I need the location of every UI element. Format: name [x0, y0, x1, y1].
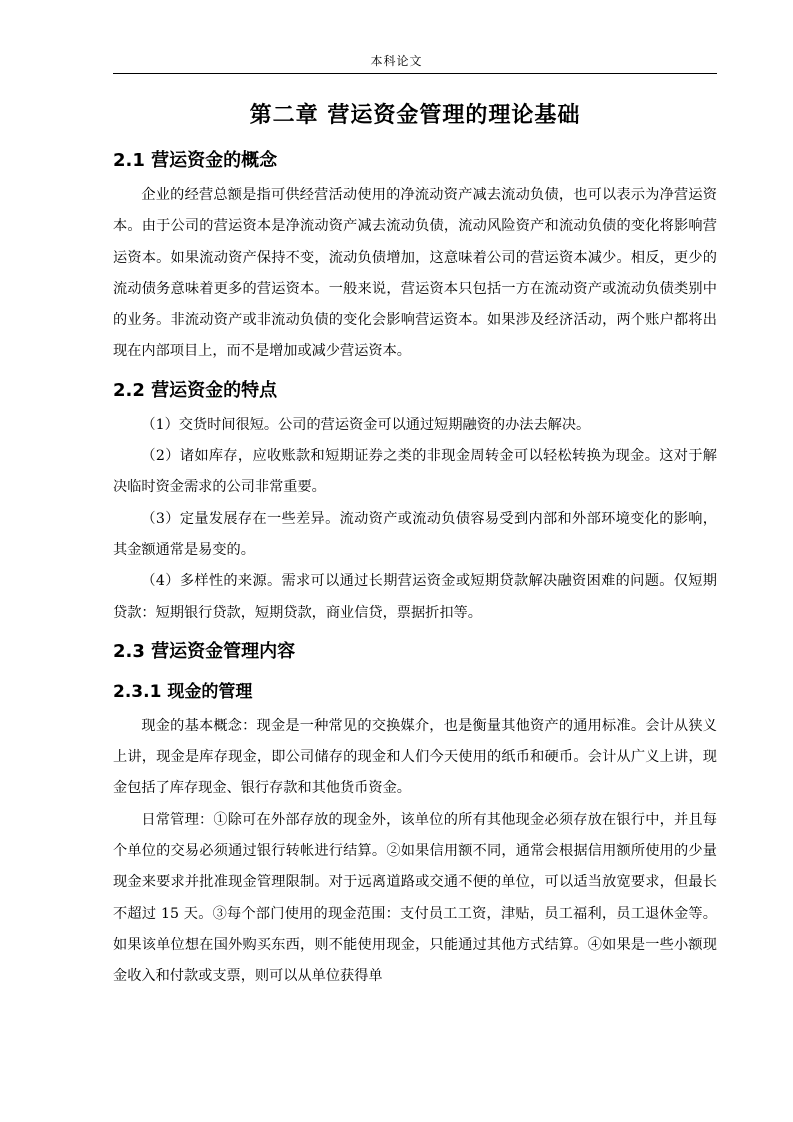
paragraph: 企业的经营总额是指可供经营活动使用的净流动资产减去流动负债，也可以表示为净营运资本。由于公司的营运资本是净流动资产减去流动负债，流动风险资产和流动负债的变化将影响营运资本。如果流动资产保持不变，流动负债增加，这意味着公司的营运资本减少。相反，更少的流动债务意味着更多的营运资本。一般来说，营运资本只包括一方在流动资产或流动负债类别中的业务。非流动资产或非流动负债的变化会影响营运资本。如果涉及经济活动，两个账户都将出现在内部项目上，而不是增加或减少营运资本。 [113, 187, 717, 360]
section-heading-2-1: 2.1 营运资金的概念 [113, 150, 278, 171]
document-body [113, 96, 717, 993]
paragraph: 现金的基本概念：现金是一种常见的交换媒介，也是衡量其他资产的通用标准。会计从狭义上讲，现金是库存现金，即公司储存的现金和人们今天使用的纸币和硬币。会计从广义上讲，现金包括了库存现金、银行存款和其他货币资金。 [113, 717, 717, 797]
page-header: 本科论文 [370, 54, 423, 68]
subsection-heading-2-3-1: 2.3.1 现金的管理 [113, 681, 253, 702]
section-heading-2-3: 2.3 营运资金管理内容 [113, 640, 296, 662]
header-divider [113, 73, 717, 74]
chapter-title: 第二章 营运资金管理的理论基础 [249, 103, 581, 128]
list-item: （3）定量发展存在一些差异。流动资产或流动负债容易受到内部和外部环境变化的影响，其金额通常是易变的。 [113, 510, 717, 558]
section-heading-2-2: 2.2 营运资金的特点 [113, 379, 278, 401]
list-item: （4）多样性的来源。需求可以通过长期营运资金或短期贷款解决融资困难的问题。仅短期贷款：短期银行贷款，短期贷款，商业信贷，票据折扣等。 [113, 573, 717, 621]
list-item: （1）交货时间很短。公司的营运资金可以通过短期融资的办法去解决。 [141, 416, 591, 433]
list-item: （2）诸如库存，应收账款和短期证券之类的非现金周转金可以轻松转换为现金。这对于解决临时资金需求的公司非常重要。 [113, 448, 717, 496]
paragraph: 日常管理：①除可在外部存放的现金外，该单位的所有其他现金必须存放在银行中，并且每个单位的交易必须通过银行转帐进行结算。②如果信用额不同，通常会根据信用额所使用的少量现金来要求并批准现金管理限制。对于远离道路或交通不便的单位，可以适当放宽要求，但最长不超过 15 天。③每个部门使用的现金范围：支付员工工资，津贴，员工福利，员工退休金等。如果该单位想在国外购买东西，则不能使用现金，只能通过其他方式结算。④如果是一些小额现金收入和付款或支票，则可以从单位获得单 [113, 811, 717, 985]
